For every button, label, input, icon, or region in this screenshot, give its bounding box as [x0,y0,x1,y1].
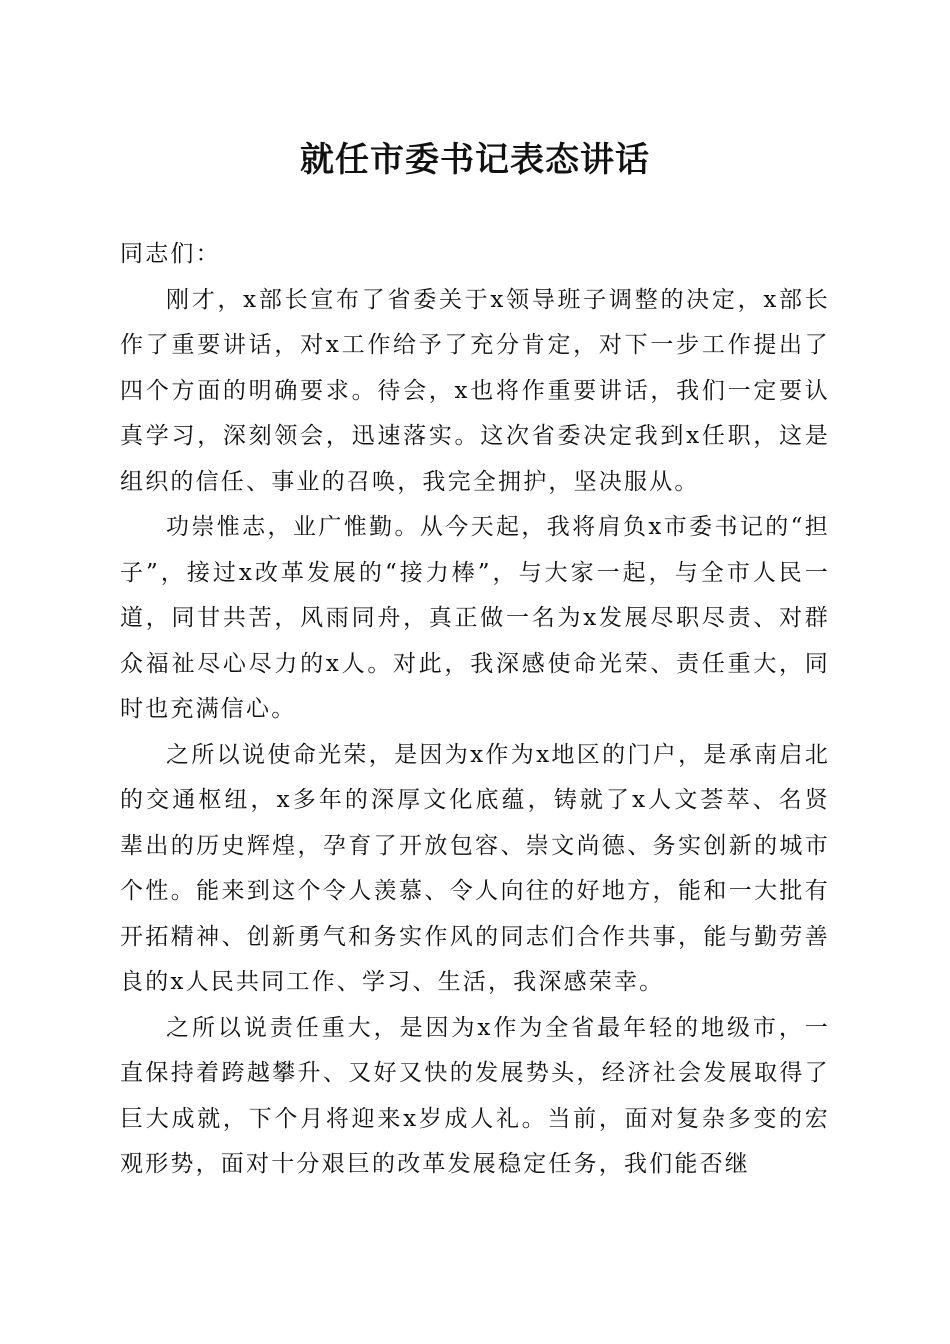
document-body [120,232,830,1188]
paragraph-3: 之所以说使命光荣，是因为x作为x地区的门户，是承南启北的交通枢纽，x多年的深厚文化底蕴，铸就了x人文荟萃、名贤辈出的历史辉煌，孕育了开放包容、崇文尚德、务实创新的城市个性。能来到这个令人羡慕、令人向往的好地方，能和一大批有开拓精神、创新勇气和务实作风的同志们合作共事，能与勤劳善良的x人民共同工作、学习、生活，我深感荣幸。 [120,741,830,995]
salutation: 同志们： [120,241,221,267]
paragraph-1: 刚才，x部长宣布了省委关于x领导班子调整的决定，x部长作了重要讲话，对x工作给予了充分肯定，对下一步工作提出了四个方面的明确要求。待会，x也将作重要讲话，我们一定要认真学习，深刻领会，迅速落实。这次省委决定我到x任职，这是组织的信任、事业的召唤，我完全拥护，坚决服从。 [120,286,830,495]
paragraph-4: 之所以说责任重大，是因为x作为全省最年轻的地级市，一直保持着跨越攀升、又好又快的发展势头，经济社会发展取得了巨大成就，下个月将迎来x岁成人礼。当前，面对复杂多变的宏观形势，面对十分艰巨的改革发展稳定任务，我们能否继 [120,1014,830,1177]
document-title: 就任市委书记表态讲话 [300,140,650,180]
paragraph-2: 功崇惟志，业广惟勤。从今天起，我将肩负x市委书记的“担子”，接过x改革发展的“接力棒”，与大家一起，与全市人民一道，同甘共苦，风雨同舟，真正做一名为x发展尽职尽责、对群众福祉尽心尽力的x人。对此，我深感使命光荣、责任重大，同时也充满信心。 [120,514,830,722]
